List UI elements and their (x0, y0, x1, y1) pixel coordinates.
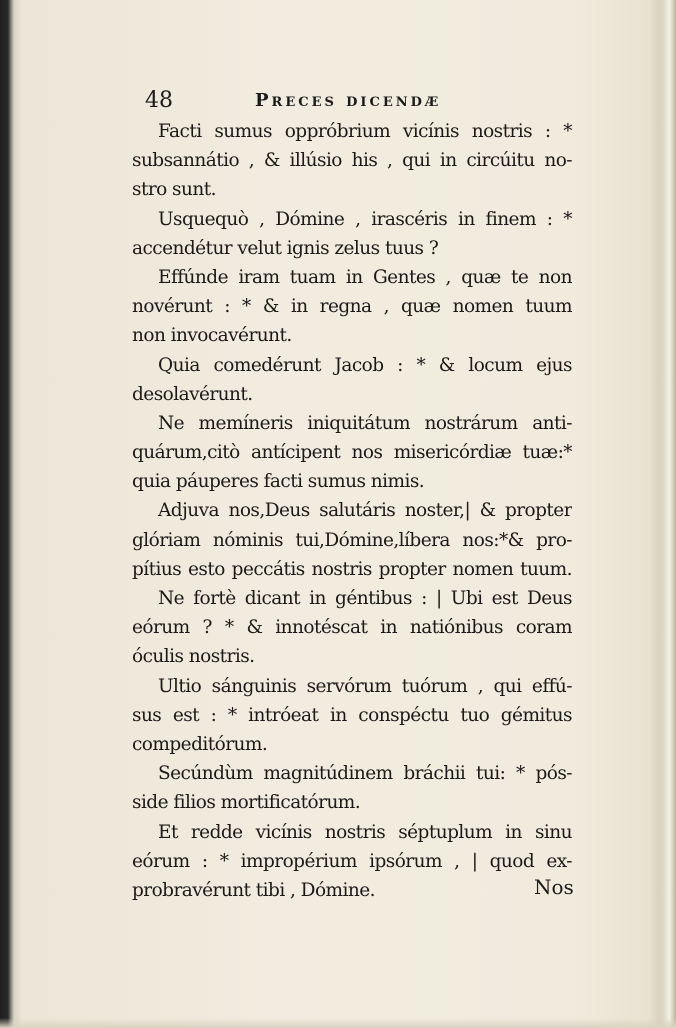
text-line: sus est : * intróeat in conspéctu tuo gémitus (132, 704, 572, 726)
page-header (145, 86, 585, 116)
page-bottom-shadow (0, 1018, 676, 1028)
text-line: Effúnde iram tuam in Gentes , quæ te non (158, 266, 572, 288)
text-line: accendétur velut ignis zelus tuus ? (132, 237, 439, 259)
text-line: non invocavérunt. (132, 325, 292, 347)
text-line: Ultio sánguinis servórum tuórum , qui effú- (158, 675, 572, 697)
psalm-text (132, 117, 572, 905)
running-head: Preces dicendæ (255, 90, 442, 111)
page-edge (654, 0, 676, 1028)
text-line: Adjuva nos,Deus salutáris noster,| & propter (158, 500, 572, 522)
text-line: eórum : * impropérium ipsórum , | quod ex- (132, 850, 572, 872)
text-line: Secúndùm magnitúdinem bráchii tui: * pós- (158, 763, 572, 785)
text-line: compeditórum. (132, 733, 268, 755)
text-line: óculis nostris. (132, 646, 255, 668)
text-line: Ne fortè dicant in géntibus : | Ubi est Deus (158, 588, 572, 609)
page-number: 48 (145, 88, 173, 113)
text-line: Facti sumus oppróbrium vicínis nostris : * (158, 121, 572, 142)
text-line: side filios mortificatórum. (132, 792, 361, 814)
text-line: eórum ? * & innotéscat in natiónibus coram (132, 617, 572, 639)
text-line: probravérunt tibi , Dómine. (132, 879, 376, 901)
text-line: glóriam nóminis tui,Dómine,líbera nos:*& pro- (132, 529, 572, 551)
text-line: Et redde vicínis nostris séptuplum in sinu (158, 821, 572, 843)
text-line: stro sunt. (132, 179, 216, 201)
text-line: quia páuperes facti sumus nimis. (132, 471, 425, 493)
text-line: Quia comedérunt Jacob : * & locum ejus (158, 354, 572, 376)
text-line: novérunt : * & in regna , quæ nomen tuum (132, 296, 572, 318)
text-line: quárum,citò antícipent nos misericórdiæ tuæ:* (132, 442, 572, 464)
text-line: subsannátio , & illúsio his , qui in circúitu no- (132, 150, 572, 172)
text-line: Ne memíneris iniquitátum nostrárum anti- (158, 412, 572, 434)
text-line: pítius esto peccátis nostris propter nomen tuum. (132, 558, 572, 580)
text-line: Usquequò , Dómine , irascéris in finem : * (158, 208, 572, 230)
text-line: desolavérunt. (132, 383, 253, 405)
catchword: Nos (534, 875, 574, 899)
